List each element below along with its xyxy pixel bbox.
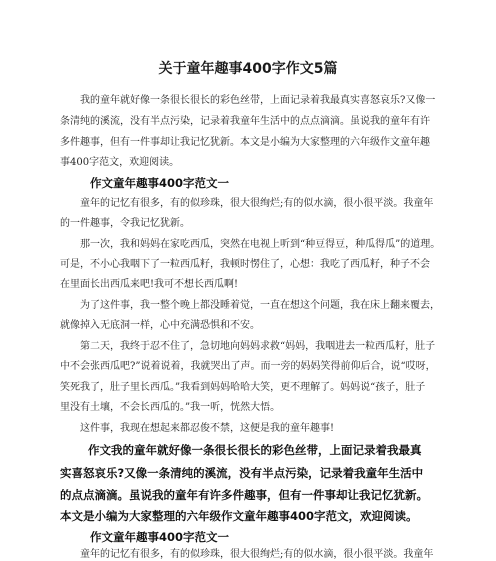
paragraph-line: 那一次，我和妈妈在家吃西瓜，突然在电视上听到“种豆得豆，种瓜得瓜”的道理。: [80, 239, 441, 250]
bold-summary-line: 的点点滴滴。虽说我的童年有许多件趣事，但有一件事却让我记忆犹新。: [60, 488, 428, 502]
paragraph-line: 第二天，我终于忍不住了，急切地向妈妈求救“妈妈，我咽进去一粒西瓜籽，肚子: [80, 341, 436, 352]
intro-line: 我的童年就好像一条很长很长的彩色丝带，上面记录着我最真实喜怒哀乐?又像一: [80, 95, 436, 106]
bold-summary-line: 本文是小编为大家整理的六年级作文童年趣事400字范文，欢迎阅读。: [60, 509, 418, 523]
intro-line: 条清纯的溪流，没有半点污染，记录着我童年生活中的点点滴滴。虽说我的童年有许: [60, 116, 430, 127]
paragraph-line: 童年的记忆有很多，有的似珍珠，很大很绚烂;有的似水滴，很小很平淡。我童年: [80, 198, 434, 209]
bold-summary-line: 作文我的童年就好像一条很长很长的彩色丝带，上面记录着我最真: [88, 443, 422, 457]
paragraph-line: 就像掉入无底洞一样，心中充满恐惧和不安。: [60, 320, 260, 331]
section-heading: 作文童年趣事400字范文一: [90, 176, 230, 190]
paragraph-line: 的一件趣事，令我记忆犹新。: [60, 218, 190, 229]
paragraph-line: 笑死我了，肚子里长西瓜。”我看到妈妈哈哈大笑，更不理解了。妈妈说“孩子，肚子: [60, 382, 426, 393]
intro-line: 多件趣事，但有一件事却让我记忆犹新。本文是小编为大家整理的六年级作文童年趣: [60, 137, 430, 148]
paragraph-line: 在里面长出西瓜来吧!我可不想长西瓜啊!: [60, 279, 239, 290]
bold-summary-line: 实喜怒哀乐?又像一条清纯的溪流，没有半点污染，记录着我童年生活中: [60, 466, 424, 480]
section-heading: 作文童年趣事400字范文一: [90, 530, 230, 544]
document-title: 关于童年趣事400字作文5篇: [158, 61, 338, 77]
paragraph-line: 这件事，我现在想起来都忍俊不禁，这便是我的童年趣事!: [80, 423, 335, 434]
paragraph-line: 可是，不小心我咽下了一粒西瓜籽，我顿时愣住了，心想：我吃了西瓜籽，种子不会: [60, 259, 430, 270]
paragraph-line: 童年的记忆有很多，有的似珍珠，很大很绚烂;有的似水滴，很小很平淡。我童年: [80, 549, 434, 560]
intro-line: 事400字范文，欢迎阅读。: [60, 157, 180, 168]
paragraph-line: 为了这件事，我一整个晚上都没睡着觉，一直在想这个问题，我在床上翻来覆去，: [80, 300, 440, 311]
paragraph-line: 中不会张西瓜吧?”说着说着，我就哭出了声。而一旁的妈妈笑得前仰后合，说“哎呀，: [60, 361, 436, 372]
paragraph-line: 里没有土壤，不会长西瓜的。”我一听，恍然大悟。: [60, 402, 281, 413]
